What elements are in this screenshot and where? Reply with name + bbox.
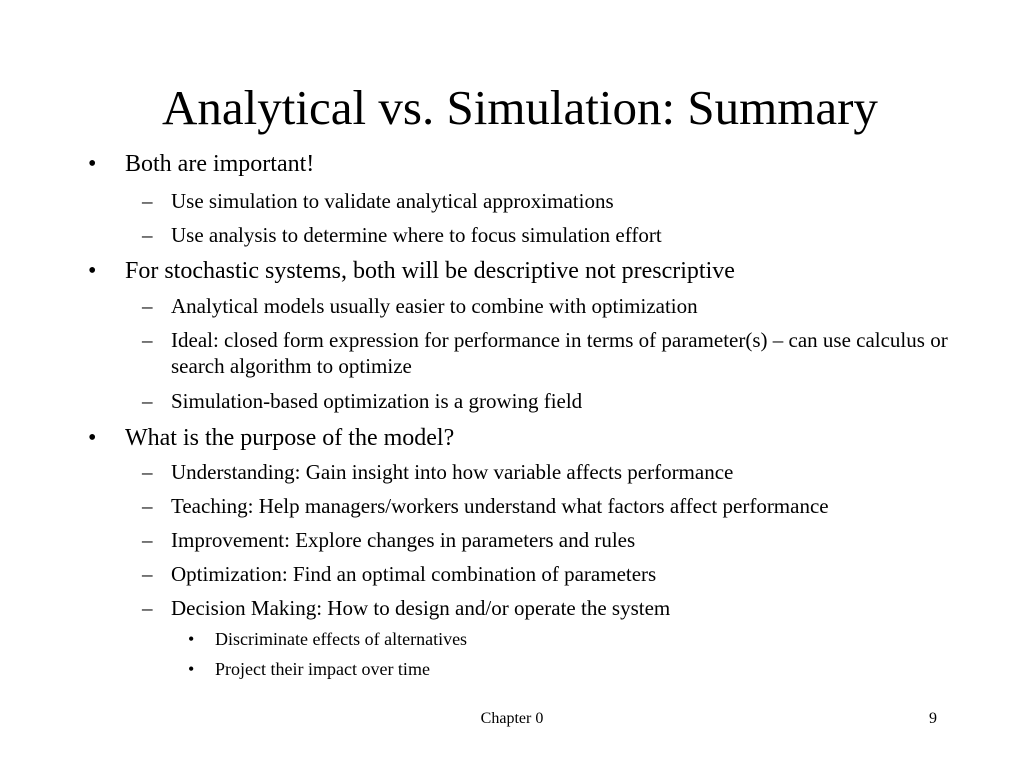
dash-marker: – <box>142 189 153 213</box>
sub-bullet-text: Use simulation to validate analytical approximations <box>171 189 614 213</box>
sub-bullet-text: Understanding: Gain insight into how variable affects performance <box>171 460 734 484</box>
dash-marker: – <box>142 294 153 318</box>
dash-marker: – <box>142 460 153 484</box>
dash-marker: – <box>142 389 153 413</box>
bullet-text: Both are important! <box>125 151 315 177</box>
dash-marker: – <box>142 562 153 586</box>
dash-marker: – <box>142 223 153 247</box>
dash-marker: – <box>142 494 153 518</box>
bullet-marker: • <box>188 659 195 679</box>
bullet-marker: • <box>88 425 97 451</box>
bullet-marker: • <box>188 629 195 649</box>
bullet-marker: • <box>88 151 97 177</box>
sub-bullet-text: Ideal: closed form expression for performance in terms of parameter(s) – can use calculus or search algorithm to optimize <box>171 328 948 378</box>
sub-bullet-text: Use analysis to determine where to focus simulation effort <box>171 223 662 247</box>
sub-bullet-text: Teaching: Help managers/workers understand what factors affect performance <box>171 494 829 518</box>
sub-sub-bullet-text: Project their impact over time <box>215 659 430 679</box>
footer-page-number: 9 <box>929 710 937 727</box>
dash-marker: – <box>142 328 153 352</box>
bullet-marker: • <box>88 258 97 284</box>
footer-chapter: Chapter 0 <box>480 710 544 727</box>
dash-marker: – <box>142 528 153 552</box>
sub-bullet-text: Simulation-based optimization is a growing field <box>171 389 583 413</box>
sub-bullet-text: Optimization: Find an optimal combination of parameters <box>171 562 657 586</box>
dash-marker: – <box>142 596 153 620</box>
bullet-text: What is the purpose of the model? <box>125 425 455 451</box>
bullet-text: For stochastic systems, both will be descriptive not prescriptive <box>125 258 735 284</box>
sub-bullet-text: Improvement: Explore changes in parameters and rules <box>171 528 636 552</box>
sub-sub-bullet-text: Discriminate effects of alternatives <box>215 629 468 649</box>
sub-bullet-text: Decision Making: How to design and/or operate the system <box>171 596 671 620</box>
sub-bullet-text: Analytical models usually easier to combine with optimization <box>171 294 698 318</box>
slide-title: Analytical vs. Simulation: Summary <box>162 80 878 135</box>
